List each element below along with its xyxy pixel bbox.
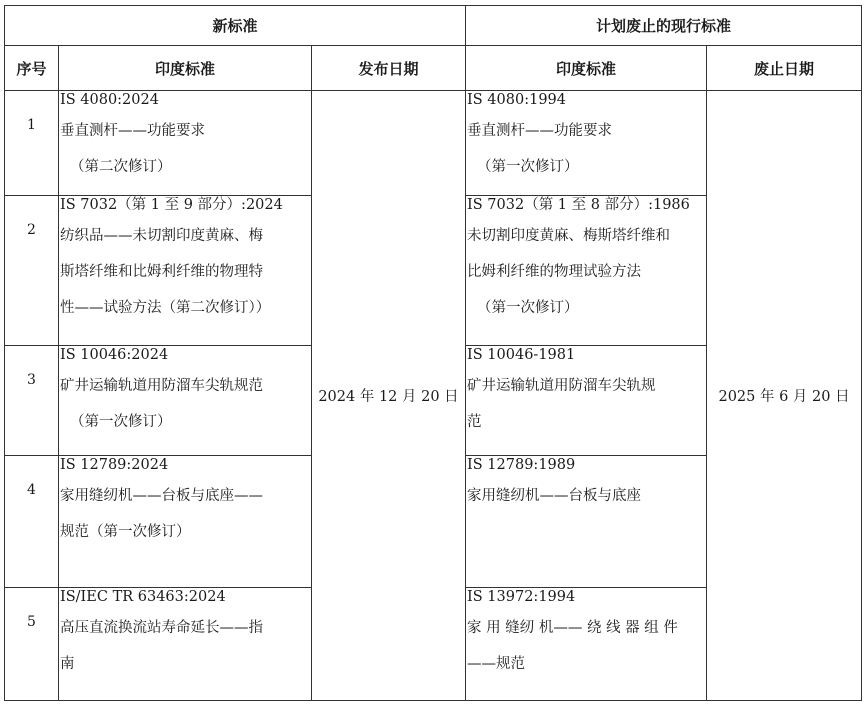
- standard-code: IS 10046-1981: [467, 347, 576, 363]
- group-header-row: [5, 6, 862, 46]
- table-row: [5, 91, 862, 196]
- old-standard-cell: [466, 91, 707, 196]
- old-standard-cell: [466, 456, 707, 588]
- standard-title: 性——试验方法（第二次修订））: [60, 300, 271, 316]
- standard-title: 比姆利纤维的物理试验方法: [467, 264, 642, 280]
- old-standard-cell: [466, 196, 707, 346]
- standard-code: IS 13972:1994: [467, 589, 576, 605]
- new-standard-cell: [59, 456, 312, 588]
- col-new-standard-header: 印度标准: [59, 46, 312, 91]
- new-standard-cell: [59, 196, 312, 346]
- standard-code: IS 7032（第 1 至 9 部分）:2024: [60, 197, 283, 213]
- standard-code: IS 7032（第 1 至 8 部分）:1986: [467, 197, 690, 213]
- standard-title: 家用缝纫机——台板与底座——: [60, 488, 263, 504]
- standard-code: IS/IEC TR 63463:2024: [60, 589, 226, 605]
- standard-edition: （第一次修订）: [70, 414, 172, 430]
- row-seq: 2: [5, 196, 59, 346]
- row-seq: 3: [5, 346, 59, 456]
- standard-title: 垂直测杆——功能要求: [467, 123, 613, 139]
- old-standard-cell: [466, 346, 707, 456]
- standard-title: 家 用 缝纫 机—— 绕 线 器 组 件: [467, 620, 678, 636]
- standard-code: IS 12789:2024: [60, 457, 169, 473]
- standard-title: 未切割印度黄麻、梅斯塔纤维和: [467, 228, 671, 244]
- standards-table: [4, 5, 862, 701]
- standard-title: 规范（第一次修订）: [60, 524, 191, 540]
- standard-code: IS 4080:1994: [467, 92, 566, 108]
- standard-title: 范: [467, 414, 482, 430]
- new-standard-cell: [59, 91, 312, 196]
- standard-title: 南: [60, 656, 75, 672]
- publish-date: 2024 年 12 月 20 日: [312, 91, 466, 701]
- standard-title: 斯塔纤维和比姆利纤维的物理特: [60, 264, 263, 280]
- standard-title: 高压直流换流站寿命延长——指: [60, 620, 263, 636]
- col-publish-date-header: 发布日期: [312, 46, 466, 91]
- col-old-standard-header: 印度标准: [466, 46, 707, 91]
- standard-title: 矿井运输轨道用防溜车尖轨规范: [60, 378, 263, 394]
- standard-code: IS 4080:2024: [60, 92, 159, 108]
- row-seq: 4: [5, 456, 59, 588]
- col-withdraw-date-header: 废止日期: [707, 46, 862, 91]
- col-seq-header: 序号: [5, 46, 59, 91]
- standard-code: IS 10046:2024: [60, 347, 169, 363]
- standard-edition: （第一次修订）: [477, 159, 579, 175]
- new-standard-cell: [59, 588, 312, 701]
- standard-edition: （第一次修订）: [477, 300, 579, 316]
- old-standard-cell: [466, 588, 707, 701]
- standard-title: 家用缝纫机——台板与底座: [467, 488, 642, 504]
- withdraw-date: 2025 年 6 月 20 日: [707, 91, 862, 701]
- standard-code: IS 12789:1989: [467, 457, 576, 473]
- standard-title: 垂直测杆——功能要求: [60, 123, 205, 139]
- standard-edition: （第二次修订）: [70, 159, 172, 175]
- column-header-row: [5, 46, 862, 91]
- row-seq: 1: [5, 91, 59, 196]
- new-standard-cell: [59, 346, 312, 456]
- standard-title: 矿井运输轨道用防溜车尖轨规: [467, 378, 656, 394]
- standard-title: 纺织品——未切割印度黄麻、梅: [60, 228, 263, 244]
- group-old-header: 计划废止的现行标准: [466, 6, 862, 46]
- row-seq: 5: [5, 588, 59, 701]
- standard-title: ——规范: [467, 656, 526, 672]
- group-new-header: 新标准: [5, 6, 466, 46]
